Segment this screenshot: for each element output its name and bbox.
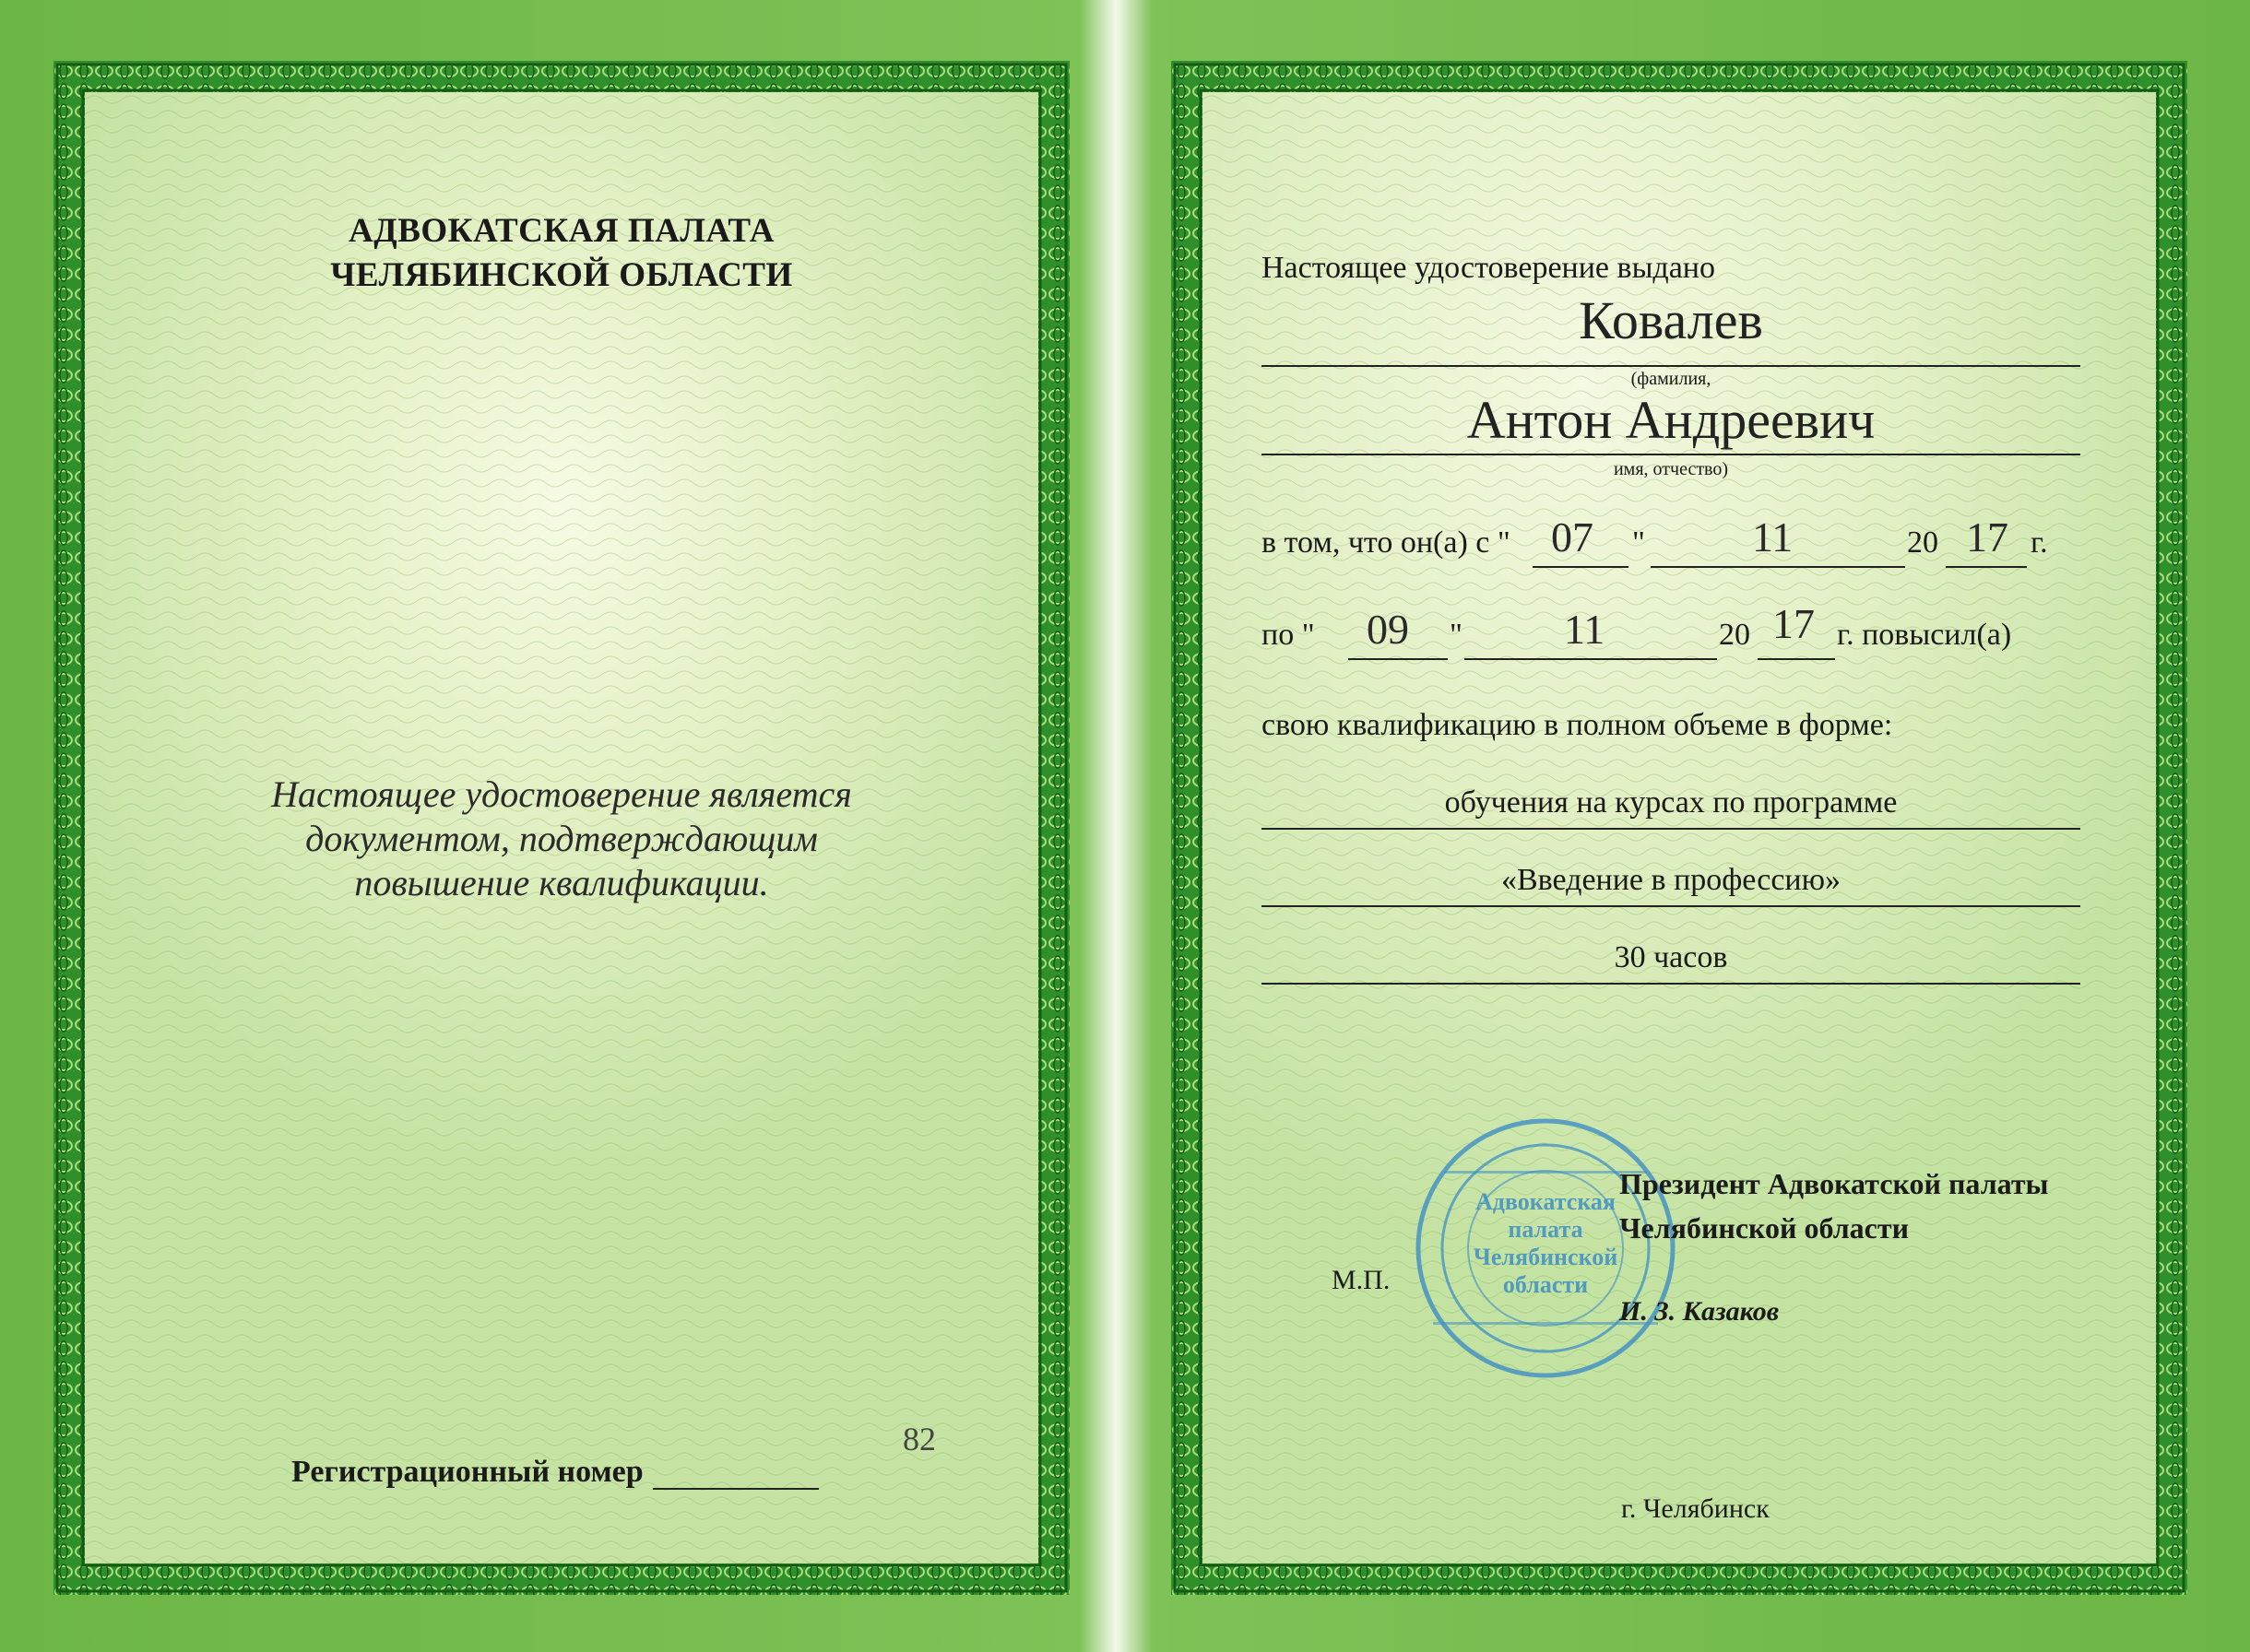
left-page bbox=[53, 61, 1070, 1595]
from-year-underline bbox=[1946, 566, 2027, 568]
registration-label: Регистрационный номер bbox=[291, 1455, 644, 1489]
president-title-line2: Челябинской области bbox=[1619, 1211, 1909, 1245]
president-title-line1: Президент Адвокатской палаты bbox=[1619, 1167, 2049, 1200]
to-quote: " bbox=[1450, 618, 1462, 652]
statement-line3: повышение квалификации. bbox=[354, 862, 769, 903]
registration-number: 82 bbox=[903, 1421, 936, 1457]
name-value: Антон Андреевич bbox=[1466, 390, 1876, 450]
signatory-name: И. З. Казаков bbox=[1619, 1296, 1780, 1327]
right-page bbox=[1171, 61, 2187, 1595]
to-year-underline bbox=[1758, 658, 1835, 660]
issued-to-text: Настоящее удостоверение выдано bbox=[1261, 251, 1716, 285]
left-page-field bbox=[85, 92, 1038, 1564]
stamp-line3: Челябинской bbox=[1473, 1244, 1618, 1270]
from-month-underline bbox=[1651, 566, 1905, 568]
surname-value: Ковалев bbox=[1579, 290, 1763, 350]
name-underline bbox=[1261, 454, 2080, 455]
qualification-text: свою квалификацию в полном объеме в форме: bbox=[1261, 708, 1893, 742]
registration-row bbox=[291, 1455, 819, 1490]
surname-caption: (фамилия, bbox=[1630, 369, 1711, 389]
form-line1-underline bbox=[1261, 828, 2080, 830]
org-name-line2: ЧЕЛЯБИНСКОЙ ОБЛАСТИ bbox=[330, 256, 793, 294]
name-caption: имя, отчество) bbox=[1613, 459, 1729, 479]
stamp-line4: области bbox=[1502, 1271, 1589, 1298]
to-month-underline bbox=[1464, 658, 1717, 660]
to-year-prefix: 20 bbox=[1719, 618, 1750, 652]
from-year-suffix: г. bbox=[2031, 525, 2048, 560]
from-day: 07 bbox=[1551, 513, 1593, 560]
to-suffix: г. повысил(а) bbox=[1837, 618, 2012, 652]
city-label: г. Челябинск bbox=[1621, 1493, 1770, 1524]
official-stamp bbox=[1407, 1110, 1684, 1386]
from-day-underline bbox=[1533, 566, 1628, 568]
registration-underline bbox=[653, 1462, 819, 1490]
to-day-underline bbox=[1348, 658, 1448, 660]
from-year-prefix: 20 bbox=[1907, 525, 1938, 560]
form-line1: обучения на курсах по программе bbox=[1444, 785, 1898, 820]
to-year: 17 bbox=[1772, 600, 1815, 647]
org-name-line1: АДВОКАТСКАЯ ПАЛАТА bbox=[349, 212, 775, 250]
to-day: 09 bbox=[1367, 606, 1409, 653]
from-month: 11 bbox=[1752, 513, 1794, 560]
right-page-field bbox=[1202, 92, 2156, 1564]
to-prefix: по " bbox=[1261, 618, 1315, 652]
statement-line2: документом, подтверждающим bbox=[305, 818, 818, 859]
from-quote: " bbox=[1632, 525, 1645, 560]
hours-value: 30 часов bbox=[1614, 940, 1728, 974]
mp-label: М.П. bbox=[1332, 1265, 1391, 1295]
form-line2: «Введение в профессию» bbox=[1500, 863, 1841, 897]
from-year: 17 bbox=[1966, 513, 2008, 560]
hours-underline bbox=[1261, 983, 2080, 985]
statement-line1: Настоящее удостоверение является bbox=[271, 773, 852, 815]
stamp-line2: палата bbox=[1508, 1216, 1583, 1243]
stamp-line1: Адвокатская bbox=[1475, 1188, 1616, 1215]
from-prefix: в том, что он(а) с " bbox=[1261, 525, 1510, 560]
surname-underline bbox=[1261, 365, 2080, 367]
to-month: 11 bbox=[1564, 606, 1605, 653]
form-line2-underline bbox=[1261, 905, 2080, 907]
